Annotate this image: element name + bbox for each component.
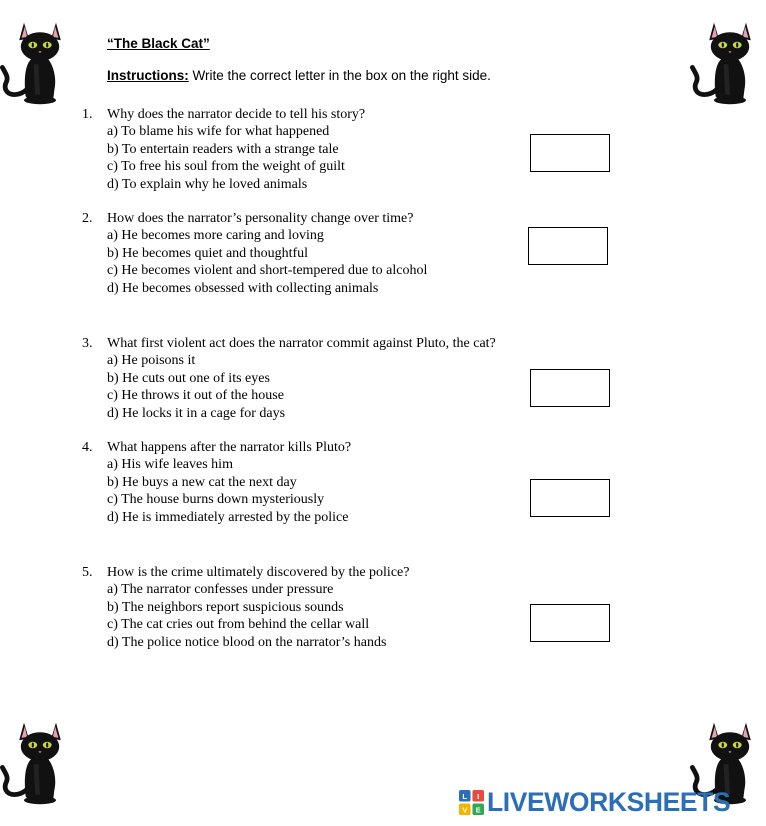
option-b: b) To entertain readers with a strange tale [107, 141, 339, 157]
instructions [107, 68, 491, 83]
question-number: 1. [82, 107, 93, 122]
option-d: d) He locks it in a cage for days [107, 405, 286, 421]
option-c: c) He becomes violent and short-tempered due to alcohol [107, 263, 428, 279]
option-c: c) To free his soul from the weight of guilt [107, 159, 345, 175]
option-d: d) He becomes obsessed with collecting animals [107, 280, 379, 296]
black-cat-icon [0, 6, 64, 116]
question-number: 2. [82, 211, 93, 226]
liveworksheets-logo[interactable] [459, 789, 730, 815]
option-b: b) He buys a new cat the next day [107, 474, 297, 490]
question-text: Why does the narrator decide to tell his story? [107, 107, 366, 122]
answer-box-1[interactable] [530, 134, 610, 172]
option-d: d) To explain why he loved animals [107, 176, 308, 192]
option-c: c) He throws it out of the house [107, 388, 284, 404]
answer-box-3[interactable] [530, 369, 610, 407]
liveworksheets-text: LIVEWORKSHEETS [487, 787, 731, 817]
option-c: c) The cat cries out from behind the cellar wall [107, 617, 370, 633]
option-a: a) To blame his wife for what happened [107, 124, 330, 140]
black-cat-icon [690, 6, 754, 116]
question-4 [82, 439, 351, 526]
option-c: c) The house burns down mysteriously [107, 492, 325, 508]
answer-box-2[interactable] [528, 227, 608, 265]
question-5 [82, 564, 409, 651]
option-b: b) He becomes quiet and thoughtful [107, 245, 309, 261]
question-1 [82, 106, 365, 193]
instructions-label: Instructions: [107, 68, 189, 83]
option-a: a) He becomes more caring and loving [107, 228, 324, 244]
liveworksheets-icon [459, 790, 484, 815]
svg-text:L: L [462, 791, 468, 801]
question-text: What happens after the narrator kills Pluto? [107, 440, 352, 455]
question-text: How is the crime ultimately discovered by the police? [107, 565, 410, 580]
question-text: How does the narrator’s personality change over time? [107, 211, 414, 226]
option-d: d) He is immediately arrested by the police [107, 509, 349, 525]
question-number: 3. [82, 336, 93, 351]
black-cat-icon [0, 706, 64, 816]
worksheet-title: “The Black Cat” [107, 36, 210, 51]
option-a: a) The narrator confesses under pressure [107, 582, 334, 598]
question-3 [82, 335, 496, 422]
question-number: 4. [82, 440, 93, 455]
svg-text:V: V [462, 805, 468, 815]
svg-text:E: E [475, 805, 481, 815]
option-d: d) The police notice blood on the narrator’s hands [107, 634, 387, 650]
question-2 [82, 210, 427, 297]
option-a: a) His wife leaves him [107, 457, 233, 473]
question-text: What first violent act does the narrator commit against Pluto, the cat? [107, 336, 496, 351]
instructions-text: Write the correct letter in the box on the right side. [188, 68, 491, 83]
answer-box-4[interactable] [530, 479, 610, 517]
answer-box-5[interactable] [530, 604, 610, 642]
option-b: b) He cuts out one of its eyes [107, 370, 270, 386]
option-a: a) He poisons it [107, 353, 196, 369]
question-number: 5. [82, 565, 93, 580]
svg-text:I: I [477, 791, 480, 801]
option-b: b) The neighbors report suspicious sounds [107, 599, 344, 615]
